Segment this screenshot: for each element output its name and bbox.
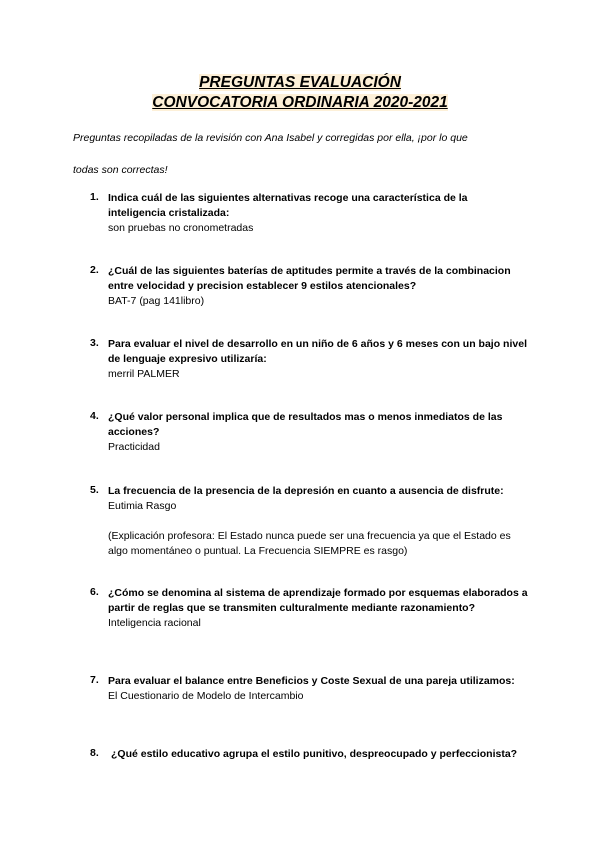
intro-line-2: todas son correctas! xyxy=(73,164,168,176)
question-number: 4. xyxy=(90,410,99,422)
question-text: ¿Qué valor personal implica que de resultados mas o menos inmediatos de las acciones? xyxy=(108,411,503,438)
document-title-line-2 xyxy=(0,94,600,112)
question-body xyxy=(108,191,528,236)
question-body xyxy=(108,586,528,631)
question-number: 5. xyxy=(90,484,99,496)
question-text: ¿Cómo se denomina al sistema de aprendizaje formado por esquemas elaborados a partir de reglas que se transmiten culturalmente mediante razonamiento? xyxy=(108,587,528,614)
question-body xyxy=(108,337,528,382)
question-body xyxy=(108,484,528,559)
question-number: 1. xyxy=(90,191,99,203)
question-text: Para evaluar el balance entre Beneficios y Coste Sexual de una pareja utilizamos: xyxy=(108,675,515,687)
question-answer: El Cuestionario de Modelo de Intercambio xyxy=(108,690,304,702)
question-body xyxy=(108,410,528,455)
question-text: ¿Qué estilo educativo agrupa el estilo punitivo, despreocupado y perfeccionista? xyxy=(111,748,518,760)
title-line-1-text: PREGUNTAS EVALUACIÓN xyxy=(199,74,401,91)
question-text: La frecuencia de la presencia de la depresión en cuanto a ausencia de disfrute: xyxy=(108,485,504,497)
question-text: Para evaluar el nivel de desarrollo en un niño de 6 años y 6 meses con un bajo nivel de lenguaje expresivo utilizaría: xyxy=(108,338,527,365)
question-number: 3. xyxy=(90,337,99,349)
question-number: 2. xyxy=(90,264,99,276)
question-body xyxy=(108,674,528,704)
question-answer: BAT-7 (pag 141libro) xyxy=(108,295,205,307)
question-text: ¿Cuál de las siguientes baterías de aptitudes permite a través de la combinacion entre velocidad y precision establecer 9 estilos atencionales? xyxy=(108,265,511,292)
intro-line-1: Preguntas recopiladas de la revisión con Ana Isabel y corregidas por ella, ¡por lo que xyxy=(73,132,468,144)
question-body xyxy=(108,264,528,309)
question-number: 6. xyxy=(90,586,99,598)
question-answer: Eutimia Rasgo xyxy=(108,500,177,512)
question-answer: Inteligencia racional xyxy=(108,617,201,629)
document-title-line-1 xyxy=(0,74,600,92)
question-note: (Explicación profesora: El Estado nunca puede ser una frecuencia ya que el Estado es algo momentáneo o puntual. La Frecuencia SIEMPRE es rasgo) xyxy=(108,530,511,557)
title-line-2-text: CONVOCATORIA ORDINARIA 2020-2021 xyxy=(152,94,448,111)
question-answer: son pruebas no cronometradas xyxy=(108,222,254,234)
question-answer: merril PALMER xyxy=(108,368,180,380)
question-number: 8. xyxy=(90,747,99,759)
question-body xyxy=(108,747,528,762)
question-answer: Practicidad xyxy=(108,441,160,453)
question-text: Indica cuál de las siguientes alternativas recoge una característica de la inteligencia cristalizada: xyxy=(108,192,468,219)
question-number: 7. xyxy=(90,674,99,686)
